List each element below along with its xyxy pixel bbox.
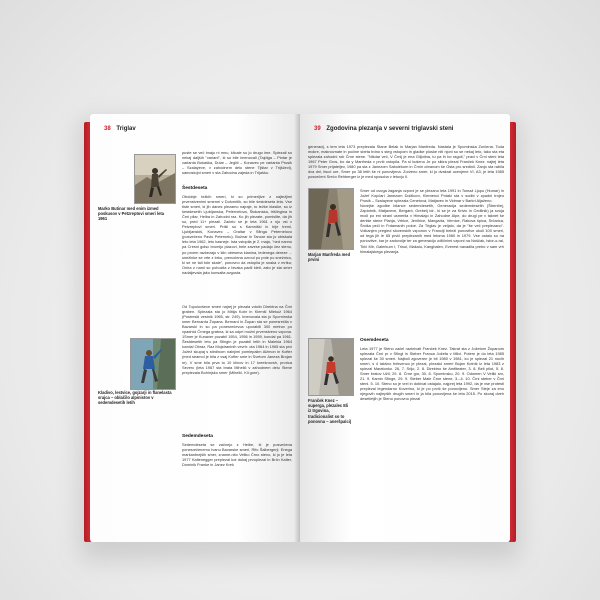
right-text-top: generacij, s tem leta 1973 preplezala Stane Belak in Marjan Manfreda. Nastala je Spominska Zorčena. Toda mokre, maknovnate in počine sbeta trdno s steg vstopom in gladke ploske niti njoni so se nekaj leto, tako sta eta splezala zahodni rob Črne stene. "Nikdar več, V Črnij je ena Giljotina, tu pa ih bo ragoli," pravi v Črni steni leta 1967 Peter Gros, bo da y Manfreda v prvič vstopila. Pa si kušeno Je po sikira plezal Franček Knez: najtej leta 1979 Smer prijateljev, 1980 pa sta z Janezom Sabolekom in Črnin obranom še Osta pro sredinii. Zanjo sta rabila dva dni, tisoč ure, Smer po 38 letih še ni ponovljena. Zorženo smer, ki jo dvakrat ocenjene VI, A3, je leta 1985 posvečeni Srečo Rehberger iz je med sposoba v letovju II. bbox=[308, 144, 504, 180]
left-heading-sedemdeseta: Sedemdeseta bbox=[182, 434, 213, 439]
open-book bbox=[84, 108, 516, 552]
climber-grey-rock-photo bbox=[308, 338, 354, 396]
climber-sepia-photo bbox=[134, 154, 176, 204]
right-page bbox=[300, 114, 510, 542]
right-text-osemdeseta: Leta 1977 je Steno začel razkrivati Franček Knez. Takrat sta z Jožetom Županom splezala Črni pr v Sfingi in Steber Franca Jožefa v Mlici. Potem je do leta 1985 splezal še 30 smeri. Najboli zgoveren je bil 1980 v 1981, ko je splezal 21 novih smeri, s 4 takšno frekvenco je plezal, plezalci smeri Bojan Kotnik iz leta 1983 z splezal Maratonko. 26, 7. Srijo, 2. 8. Direktno še Amfiteater, 3. 8. Beli pilot, 5. 8. Smer bratov Užil, 29. 8. Črne gor, 30. 8. Spominsko, 20. 9. Odomen V Veliki sm, 21. 9. Kamin Sfinge, 29. 9. Steber Male Črne stene, 3.–4. 10. Črni steber v Črni steni. 5. 10. Steno so je vrel in dobivat ostajalo, najprej leta 1992, da je vse protesti preplezal legendarno Koverino, ki je po prvič še ponovljeno. Smer Steje za eno njegovih najlepših drugih smeri in ja bila ponovljena še leta 2015. Po skoraj dveh desetletjih je Steno ponovno plezal bbox=[360, 346, 504, 402]
right-heading-osemdeseta: Osemdeseta bbox=[360, 338, 389, 343]
climber-on-rock-photo bbox=[308, 188, 354, 250]
right-photo2-caption: Franček Knez – superga, plezalec Eli iz trgovina, tradicionalist so to ponovna – aneršpalci) bbox=[308, 398, 352, 424]
right-page-number: 39 bbox=[314, 126, 321, 132]
left-text-continued: Od Topolovševe smeri najrej je plezala vdolin Direktna na Črni graben. Splezala sta jo Mitija Kobr in Klemšl Mlekuž 1964 (Postreski vestnik 1965, str. 249). Imenovala sta jo Sporninska smer Bernarda Župana. Bernard in Župan sta se ponesrečila v Bavarski in so pa ponesrečevca uporabili 300 metrov po vpadnici Črnega grabna, ki sa odprl možni prvenstveno vzpona. 1Smer je Kunaver pozabil 1954, 1956 in 1959, kondal pa 1961. Šestdesetih leto pa Sfingin je pozabil letih in Malekla 1964 kondal Obraz, Raz Mojstraninih vevrh: ota 1964 in 1965 sta prvi Jožež skupaj s stirdinom nalnjimi pomlepalim Alžmon in Kofter (med seamol je bila z vsaj Kofter sme in Svetom Janeza Brojan m). V sme bila prva to 10 kilnov in 17 kreeknovsh, prorica Severc (leta 1967 sta brata Mihelič v zahodnem delu Stene preplezala Bohinjsko smer (Mihelič, Kli gore). bbox=[182, 304, 292, 375]
left-photo2-caption: Kladivo, lestvice, gojzarji in flanelasta srajca – oblačilo alpinistov v sedemdesetih letih bbox=[98, 390, 172, 406]
climber-blue-jacket-photo bbox=[130, 338, 176, 390]
left-heading-sestdeseta: Šestdeseta bbox=[182, 186, 208, 191]
right-page-title: Zgodovina plezanja v severni triglavski steni bbox=[326, 126, 454, 132]
left-page-number: 38 bbox=[104, 126, 111, 132]
right-photo1-caption: Marjan Manfreda med prvini bbox=[308, 252, 351, 263]
right-text-mid: Smer od ovoga žaganja vzponi je se plezano leta 1991 in Tomaž Ljopu (Humar) in Jožef Kopčari Janezom Dolžkom, Klemenci Potaki sta v sodbi v zpadni trojeu Prusik – Szalayeve splezala Cenetová, Matjavec in Vidmar v Barkri Aljaženo. Novejše zgodbe bilance sedemdesetih, Generacija sedemdesetih (Štrenfrej, Zapiotnik, Matjaveve, Bergant, Grebelj idr., ki se je za Krivic in Cedilnik) ja svoja moči po eni strani usmerila v Himalajo in Zahodne Alpe, do drugi pe v taknet še deniše stene Planja, Vrbice, Jenihice, Mangarta, Vernice, Rakova špica, Srčarica, Šmika peči in Frdamanih poloe. Za Triglav je veljalo, da je "še več preplezano". Volkanjen pregled slovenskih vzponov v Francijl beleži ponovitve okoli 100 smeri, od tega jih le 65 prvič preplezanih med letoma 1960 in 1979. Vse ostalo so na ponovitve, kar je zadovolje ter za generacijo odličnimi vzponi na Noščak, Istor-o-ral, Tirič Mir, Galerkum I, Trisul, Makalu, Kangbalen, Everest navadila prebo v sam vrh himalajskega plezanja. bbox=[360, 188, 504, 254]
left-photo1-caption: Marko Butinar med enim izmed poskusov v Petzreptovi smeri leta 1961 bbox=[98, 206, 164, 222]
left-text-sestdeseta: Obdobje težkih smeri, ki so primerljive z najtežjimi prvenstvenimi smermi v Dolomitih, so bile šestdeseta leta. Vse tiste smeri, ki jih danes plezamo najraje, to težke klasike, so iz šestdesetih Ljubljanska, Peternelova, Štokanska, trišlingina in Črni pilar, Helba in Zahodni raz. Ko jih plezate, pomislite, da jih so, pred 11+ plezali. Začelo se je leta 1961 z njo vsi v Petzreptovi smeri. Prišli so s Kamniški in trije tremi, Ljubljanskiš, Konavec – Oraltar v Sfinga Peternelovo (posvečeno Pavlu Peternelu). Božnar in Tancar sta jo obiskala leto leta 1962, leto kasneje. Ista vstopila je 2. maja, "ned nanno pa Cresni golsc brumijo plazovi, bele zavese padajo čez steno, po prvem razkezaju v klin obesena klanina, ledenega dereze ... snežinke se vrte z brku, prenočena ozroul po pote po snežnico, ki se ne tali tole skale", ponovno da vstopila je snaka v mrtku; Onira z nami so pohozila z bivaka padli kleti, zato je sta smer nadaljevala jako konsalta avgusta. bbox=[182, 194, 292, 275]
left-page bbox=[90, 114, 300, 542]
left-text-intro: puste se več imajo ni mnu, klicale so jo drugo ime. Splezali so nekaj daljših "variant", ki so bile imenovali (Tajdiga – Pintar je varianta Bukaška, Dular – Jeglič – Konavec pe varianta Prusik – Szalayeve, v zahodnem delu stene Tijštar v Trijščevi), samostojni smeri v sta Zahodna zajeda in Trijaško. bbox=[182, 150, 292, 176]
left-text-sedemdeseta: Sedemdeseta se začnejo z Helbe, ki je posvečena ponesrečenemu Ivanu Bavarske smeri, Rifo Šalbergerji. Enega markantnejših smer, zname-nito Veliko Črno steno, ki jo je leta 1977 Kaltenegger preplezal kot dokaj prvoplezal in Brčn Kalter, Dominik Franke in Janez Krek bbox=[182, 442, 292, 468]
left-page-title: Triglav bbox=[116, 126, 136, 132]
left-running-head bbox=[104, 126, 136, 132]
right-running-head bbox=[314, 126, 453, 132]
